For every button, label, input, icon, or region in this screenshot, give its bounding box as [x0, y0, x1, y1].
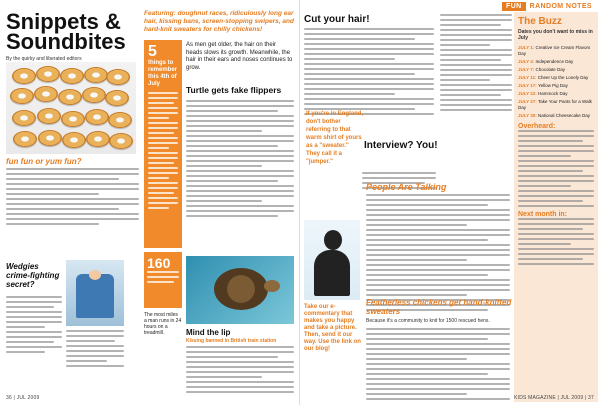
stat-number: 160: [147, 255, 171, 271]
cut-your-hair-text: [304, 28, 434, 115]
buzz-item-date: JULY 4:: [518, 59, 536, 64]
mind-the-lip-heading: Mind the lip: [186, 328, 231, 337]
buzz-item: [518, 99, 594, 111]
buzz-item: [518, 113, 594, 119]
folio-right: KIDS MAGAZINE | JUL 2009 | 37: [514, 395, 594, 401]
buzz-item-text: National Cheesecake Day: [538, 113, 591, 118]
things-title: things to remember this 4th of July: [148, 60, 178, 87]
cut-your-hair-heading: Cut your hair!: [304, 14, 370, 25]
mind-the-lip-subtitle: Kissing banned in British train station: [186, 338, 277, 344]
buzz-item-date: JULY 11:: [518, 75, 538, 80]
mind-text: [186, 346, 294, 393]
buzz-title: The Buzz: [518, 16, 562, 27]
wedgie-text: [6, 296, 62, 353]
buzz-item-date: JULY 7:: [518, 67, 536, 72]
byline: By the quirky and liberated editors: [6, 56, 82, 62]
cut-your-hair-text-continued: [440, 14, 512, 111]
donuts-photo: [6, 62, 136, 154]
people-are-talking-text: [366, 194, 510, 311]
featherless-chickens-text: [366, 328, 510, 400]
buzz-item: [518, 67, 594, 73]
buzz-item-date: JULY 30:: [518, 113, 539, 118]
shirt-photo: [66, 260, 124, 326]
buzz-item-text: Hammock Day: [538, 91, 568, 96]
featuring-text: Featuring: doughnut races, ridiculously long ear hair, kissing bans, screen-stopping swipers, and hard-knit sweaters for chilly chickens!: [144, 10, 294, 33]
fun-label: fun fun or yum fun?: [6, 157, 82, 166]
buzz-item-text: Chocolate Day: [535, 67, 566, 72]
turtle-text: [186, 100, 294, 217]
buzz-item: [518, 75, 594, 81]
buzz-item-text: Yellow Pig Day: [538, 83, 568, 88]
overheard-heading: Overheard:: [518, 123, 556, 130]
ear-hair-text: As men get older, the hair on their heads slows its growth. Meanwhile, the hair in their ears and noses continues to grow.: [186, 42, 293, 71]
things-box: [144, 40, 182, 248]
overheard-text: [518, 130, 594, 207]
buzz-item-date: JULY 1:: [518, 45, 536, 50]
section-tag: FUN: [502, 2, 526, 11]
people-are-talking-title: People Are Talking: [366, 182, 447, 192]
section-header: [300, 0, 600, 12]
fun-text: [6, 168, 139, 225]
folio-left: 36 | JUL 2009: [6, 395, 40, 401]
stat-box: [144, 252, 182, 308]
shirt-text: [66, 330, 124, 367]
silhouette-image: [304, 220, 360, 300]
interview-heading: Interview? You!: [364, 140, 438, 151]
featherless-chickens-title: Featherless chickens get hand-knitted sweaters: [366, 298, 512, 316]
wedgie-title: Wedgies crime-fighting secret?: [6, 262, 60, 289]
things-number: 5: [148, 43, 157, 60]
buzz-item: [518, 91, 594, 97]
buzz-item-text: Take Your Pants for a Walk Day: [518, 99, 592, 110]
buzz-subtitle: Dates you don't want to miss in July: [518, 29, 593, 41]
stat-text: The most miles a man runs in 24 hours on a treadmill.: [144, 312, 182, 336]
buzz-item: [518, 83, 594, 89]
buzz-item: [518, 45, 594, 57]
turtle-heading: Turtle gets fake flippers: [186, 85, 282, 95]
buzz-item-date: JULY 27:: [518, 99, 539, 104]
section-title: RANDOM NOTES: [529, 2, 592, 10]
buzz-item-date: JULY 17:: [518, 83, 539, 88]
next-month-text: [518, 218, 594, 265]
featherless-chickens-subtitle: Because it's a community to knit for 1500 rescued hens.: [366, 318, 490, 324]
buzz-list: [518, 45, 594, 119]
next-month-heading: Next month in:: [518, 211, 567, 218]
wedgie-box: [6, 262, 64, 292]
buzz-item-text: Independence Day: [535, 59, 574, 64]
turtle-photo: [186, 256, 294, 324]
take-our-commentary: Take our e-commentary that makes you happy and take a picture. Then, send it our way. Use the link on our blog!: [304, 304, 361, 352]
jumper-quote: If you're in England, don't bother referring to that warm shirt of yours as a "sweater." They call it a "jumper.": [306, 111, 364, 165]
buzz-item-text: Cheer Up the Lonely Day: [537, 75, 589, 80]
buzz-item-text: Creative Ice Cream Flavors Day: [518, 45, 591, 56]
the-buzz-column: [514, 12, 598, 402]
page-title: Snippets & Soundbites: [6, 9, 126, 54]
buzz-item: [518, 59, 594, 65]
buzz-item-date: JULY 22:: [518, 91, 539, 96]
